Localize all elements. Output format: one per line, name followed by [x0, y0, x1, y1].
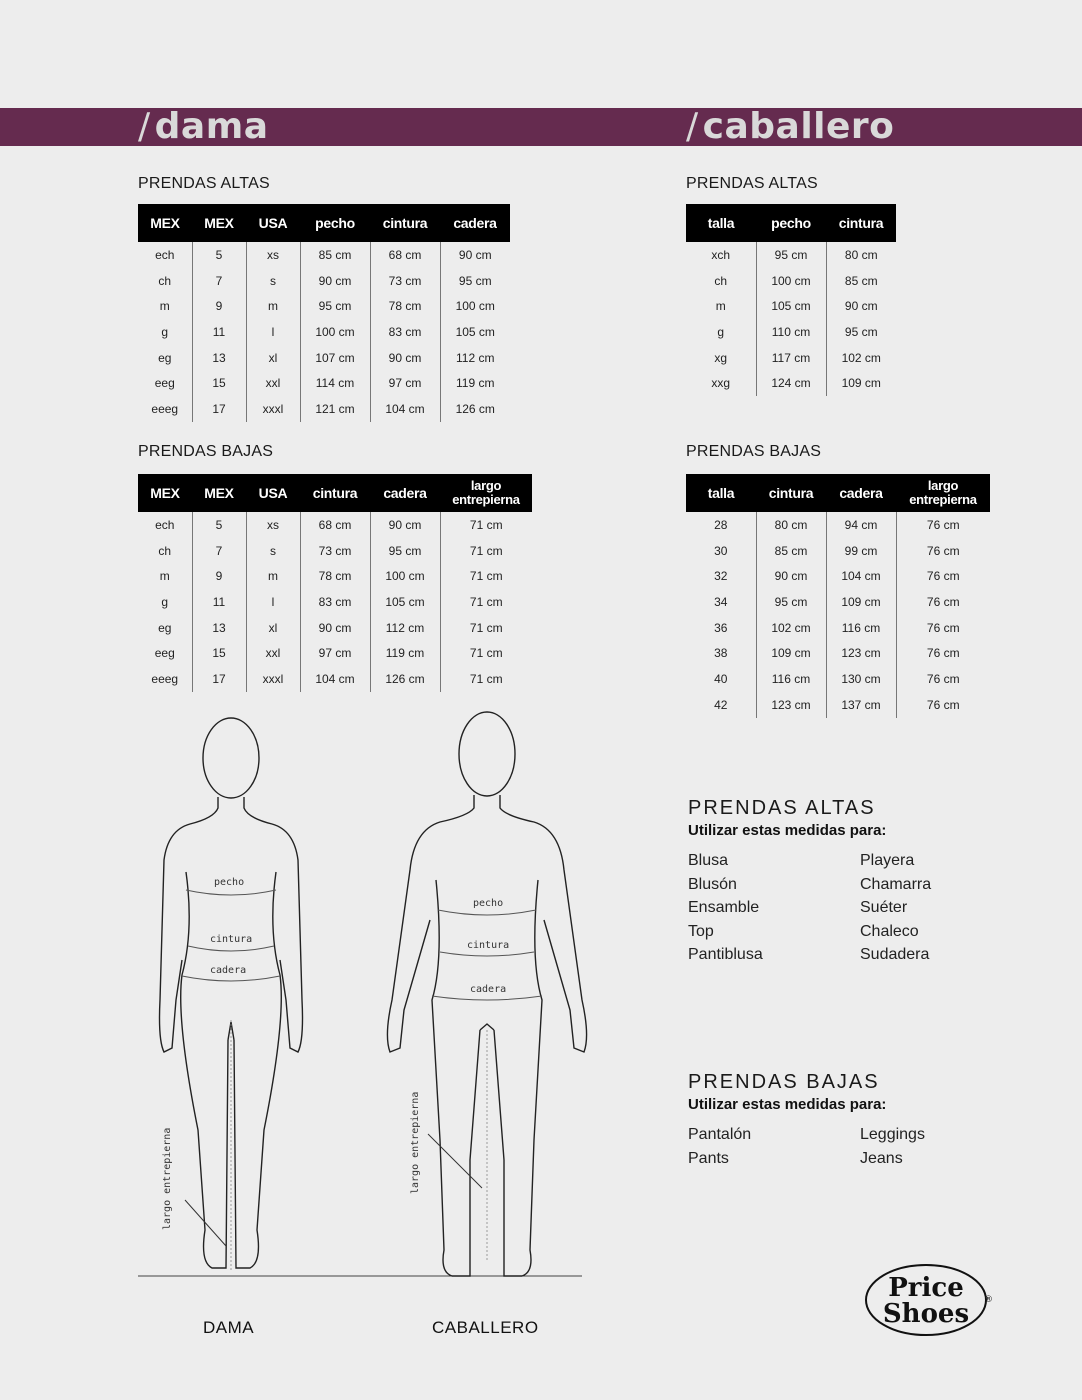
table-cell: xxxl [246, 396, 300, 422]
table-cell: 11 [192, 589, 246, 615]
table-cell: 137 cm [826, 692, 896, 718]
table-cell: 95 cm [826, 319, 896, 345]
table-cell: 100 cm [370, 563, 440, 589]
table-cell: 9 [192, 563, 246, 589]
table-cell: 9 [192, 293, 246, 319]
table-cell: ch [158, 273, 172, 288]
table-cell: 109 cm [756, 640, 826, 666]
table-cell: 119 cm [440, 370, 510, 396]
table-cell: s [246, 268, 300, 294]
table-cell: 117 cm [756, 345, 826, 371]
svg-text:Price: Price [888, 1273, 964, 1303]
table-cell: 7 [192, 268, 246, 294]
table-cell: 110 cm [756, 319, 826, 345]
table-cell: 104 cm [826, 563, 896, 589]
table-cell: eg [158, 350, 172, 365]
table-cell: 100 cm [440, 293, 510, 319]
table-cell: 80 cm [756, 512, 826, 538]
table-cell: 116 cm [756, 666, 826, 692]
caballero-bajas-label: PRENDAS BAJAS [686, 443, 822, 460]
woman-cintura-label: cintura [210, 934, 253, 945]
table-cell: 13 [192, 345, 246, 371]
table-cell: 105 cm [440, 319, 510, 345]
table-cell: 76 cm [896, 563, 990, 589]
table-cell: 76 cm [896, 589, 990, 615]
column-header: cintura [300, 474, 370, 512]
garment-item: Pantiblusa [688, 946, 763, 963]
table-cell: 95 cm [440, 268, 510, 294]
table-cell: eeeg [151, 671, 179, 686]
table-cell: 126 cm [370, 666, 440, 692]
caballero-title: / caballero [686, 106, 895, 147]
column-header: cadera [440, 204, 510, 242]
garment-item: Chaleco [860, 922, 919, 940]
table-cell: 85 cm [300, 242, 370, 268]
table-cell: 95 cm [756, 589, 826, 615]
price-shoes-logo [864, 1262, 992, 1338]
garment-item: Blusa [688, 852, 729, 869]
man-cintura-label: cintura [467, 940, 510, 951]
table-cell: 30 [714, 543, 728, 558]
table-cell: 90 cm [370, 512, 440, 538]
table-cell: 95 cm [300, 293, 370, 319]
svg-text:Shoes: Shoes [882, 1299, 970, 1329]
column-header: largo entrepierna [896, 474, 990, 512]
table-cell: 97 cm [300, 640, 370, 666]
table-cell: s [246, 538, 300, 564]
dama-title: / dama [138, 106, 269, 147]
table-cell: 76 cm [896, 692, 990, 718]
table-cell: 78 cm [370, 293, 440, 319]
table-cell: 76 cm [896, 615, 990, 641]
table-cell: 90 cm [370, 345, 440, 371]
table-cell: 85 cm [756, 538, 826, 564]
table-cell: m [159, 299, 170, 314]
table-cell: eeeg [151, 401, 179, 416]
table-cell: 112 cm [370, 615, 440, 641]
table-cell: 114 cm [300, 370, 370, 396]
table-cell: 68 cm [370, 242, 440, 268]
table-cell: 17 [192, 666, 246, 692]
garment-item: Sudadera [860, 946, 930, 963]
table-cell: 5 [192, 242, 246, 268]
woman-figure [160, 718, 303, 1270]
garment-item: Ensamble [688, 899, 760, 916]
column-header: cintura [370, 204, 440, 242]
guide-bajas-title: PRENDAS BAJAS [688, 1071, 880, 1093]
table-cell: xs [246, 512, 300, 538]
garment-item: Blusón [688, 875, 737, 893]
table-cell: 71 cm [440, 640, 532, 666]
column-header: cadera [826, 474, 896, 512]
column-header: MEX [192, 474, 246, 512]
table-cell: 90 cm [300, 268, 370, 294]
table-cell: 90 cm [756, 563, 826, 589]
garment-item: Pants [688, 1149, 729, 1167]
table-cell: xs [246, 242, 300, 268]
table-cell: 119 cm [370, 640, 440, 666]
table-cell: 34 [714, 594, 728, 609]
table-cell: xxl [246, 370, 300, 396]
column-header: pecho [300, 204, 370, 242]
table-cell: 95 cm [756, 242, 826, 268]
table-cell: 76 cm [896, 666, 990, 692]
table-cell: 109 cm [826, 589, 896, 615]
table-cell: 28 [714, 517, 728, 532]
table-cell: ch [714, 273, 728, 288]
table-cell: 105 cm [756, 293, 826, 319]
table-cell: l [246, 319, 300, 345]
table-cell: 100 cm [300, 319, 370, 345]
table-cell: 80 cm [826, 242, 896, 268]
column-header: cintura [756, 474, 826, 512]
guide-bajas-subtitle: Utilizar estas medidas para: [688, 1096, 887, 1113]
table-cell: 90 cm [300, 615, 370, 641]
guide-altas-subtitle: Utilizar estas medidas para: [688, 822, 887, 839]
garment-item: Suéter [860, 899, 908, 916]
table-cell: 71 cm [440, 666, 532, 692]
table-cell: 104 cm [300, 666, 370, 692]
table-cell: 71 cm [440, 615, 532, 641]
table-cell: 32 [714, 569, 728, 584]
column-header: pecho [756, 204, 826, 242]
table-cell: 90 cm [440, 242, 510, 268]
caballero-altas-label: PRENDAS ALTAS [686, 175, 818, 192]
table-cell: 17 [192, 396, 246, 422]
table-cell: ch [158, 543, 172, 558]
man-cadera-label: cadera [470, 984, 507, 995]
table-cell: 94 cm [826, 512, 896, 538]
table-cell: 97 cm [370, 370, 440, 396]
table-cell: 38 [714, 646, 728, 661]
table-cell: g [161, 594, 169, 609]
column-header: USA [246, 204, 300, 242]
table-cell: m [159, 569, 170, 584]
table-cell: 104 cm [370, 396, 440, 422]
table-cell: 83 cm [370, 319, 440, 345]
table-cell: 40 [714, 671, 728, 686]
table-cell: g [161, 324, 169, 339]
table-cell: eeg [154, 646, 175, 661]
table-cell: 85 cm [826, 268, 896, 294]
table-cell: 76 cm [896, 538, 990, 564]
table-cell: 36 [714, 620, 728, 635]
column-header: talla [686, 474, 756, 512]
table-cell: 102 cm [756, 615, 826, 641]
table-cell: xl [246, 615, 300, 641]
table-cell: xxxl [246, 666, 300, 692]
table-cell: 76 cm [896, 640, 990, 666]
column-header: MEX [192, 204, 246, 242]
table-cell: g [717, 324, 725, 339]
guide-altas-title: PRENDAS ALTAS [688, 797, 876, 819]
table-cell: m [715, 299, 726, 314]
table-cell: 78 cm [300, 563, 370, 589]
table-cell: 123 cm [756, 692, 826, 718]
table-cell: 15 [192, 370, 246, 396]
table-cell: 116 cm [826, 615, 896, 641]
table-cell: 124 cm [756, 370, 826, 396]
dama-bajas-label: PRENDAS BAJAS [138, 443, 274, 460]
garment-item: Leggings [860, 1126, 925, 1143]
column-header: cadera [370, 474, 440, 512]
table-cell: l [246, 589, 300, 615]
caballero-caption: CABALLERO [432, 1318, 539, 1337]
table-cell: 68 cm [300, 512, 370, 538]
table-cell: 13 [192, 615, 246, 641]
garment-item: Pantalón [688, 1126, 752, 1143]
table-cell: 71 cm [440, 512, 532, 538]
table-cell: 71 cm [440, 563, 532, 589]
column-header: talla [686, 204, 756, 242]
table-cell: 121 cm [300, 396, 370, 422]
table-cell: 76 cm [896, 512, 990, 538]
table-cell: 73 cm [370, 268, 440, 294]
table-cell: xg [714, 350, 728, 365]
table-cell: 130 cm [826, 666, 896, 692]
column-header: MEX [138, 474, 192, 512]
table-cell: 5 [192, 512, 246, 538]
table-cell: m [246, 563, 300, 589]
column-header: largo entrepierna [440, 474, 532, 512]
garment-item: Top [688, 922, 714, 940]
table-cell: 83 cm [300, 589, 370, 615]
table-cell: 109 cm [826, 370, 896, 396]
table-cell: 95 cm [370, 538, 440, 564]
table-cell: 71 cm [440, 538, 532, 564]
table-cell: 102 cm [826, 345, 896, 371]
table-cell: xl [246, 345, 300, 371]
table-cell: 123 cm [826, 640, 896, 666]
garment-item: Playera [860, 852, 915, 869]
table-cell: 100 cm [756, 268, 826, 294]
table-cell: 15 [192, 640, 246, 666]
svg-text:®: ® [984, 1295, 993, 1305]
table-cell: ech [155, 247, 175, 262]
table-cell: xxl [246, 640, 300, 666]
dama-altas-label: PRENDAS ALTAS [138, 175, 270, 192]
table-cell: eg [158, 620, 172, 635]
garment-item: Chamarra [860, 875, 932, 893]
woman-pecho-label: pecho [214, 877, 245, 888]
column-header: USA [246, 474, 300, 512]
table-cell: 99 cm [826, 538, 896, 564]
table-cell: 126 cm [440, 396, 510, 422]
man-entrepierna-label: largo entrepierna [410, 1091, 421, 1194]
table-cell: ech [155, 517, 175, 532]
table-cell: 112 cm [440, 345, 510, 371]
table-cell: 105 cm [370, 589, 440, 615]
table-cell: xxg [711, 376, 731, 391]
table-cell: 7 [192, 538, 246, 564]
table-cell: 107 cm [300, 345, 370, 371]
dama-caption: DAMA [203, 1318, 255, 1337]
table-cell: 71 cm [440, 589, 532, 615]
man-pecho-label: pecho [473, 898, 504, 909]
table-cell: 42 [714, 697, 728, 712]
garment-item: Jeans [860, 1149, 903, 1167]
table-cell: 73 cm [300, 538, 370, 564]
table-cell: 11 [192, 319, 246, 345]
column-header: cintura [826, 204, 896, 242]
woman-cadera-label: cadera [210, 965, 247, 976]
column-header: MEX [138, 204, 192, 242]
table-cell: eeg [154, 376, 175, 391]
table-cell: 90 cm [826, 293, 896, 319]
table-cell: xch [711, 247, 731, 262]
table-cell: m [246, 293, 300, 319]
woman-entrepierna-label: largo entrepierna [162, 1127, 173, 1230]
